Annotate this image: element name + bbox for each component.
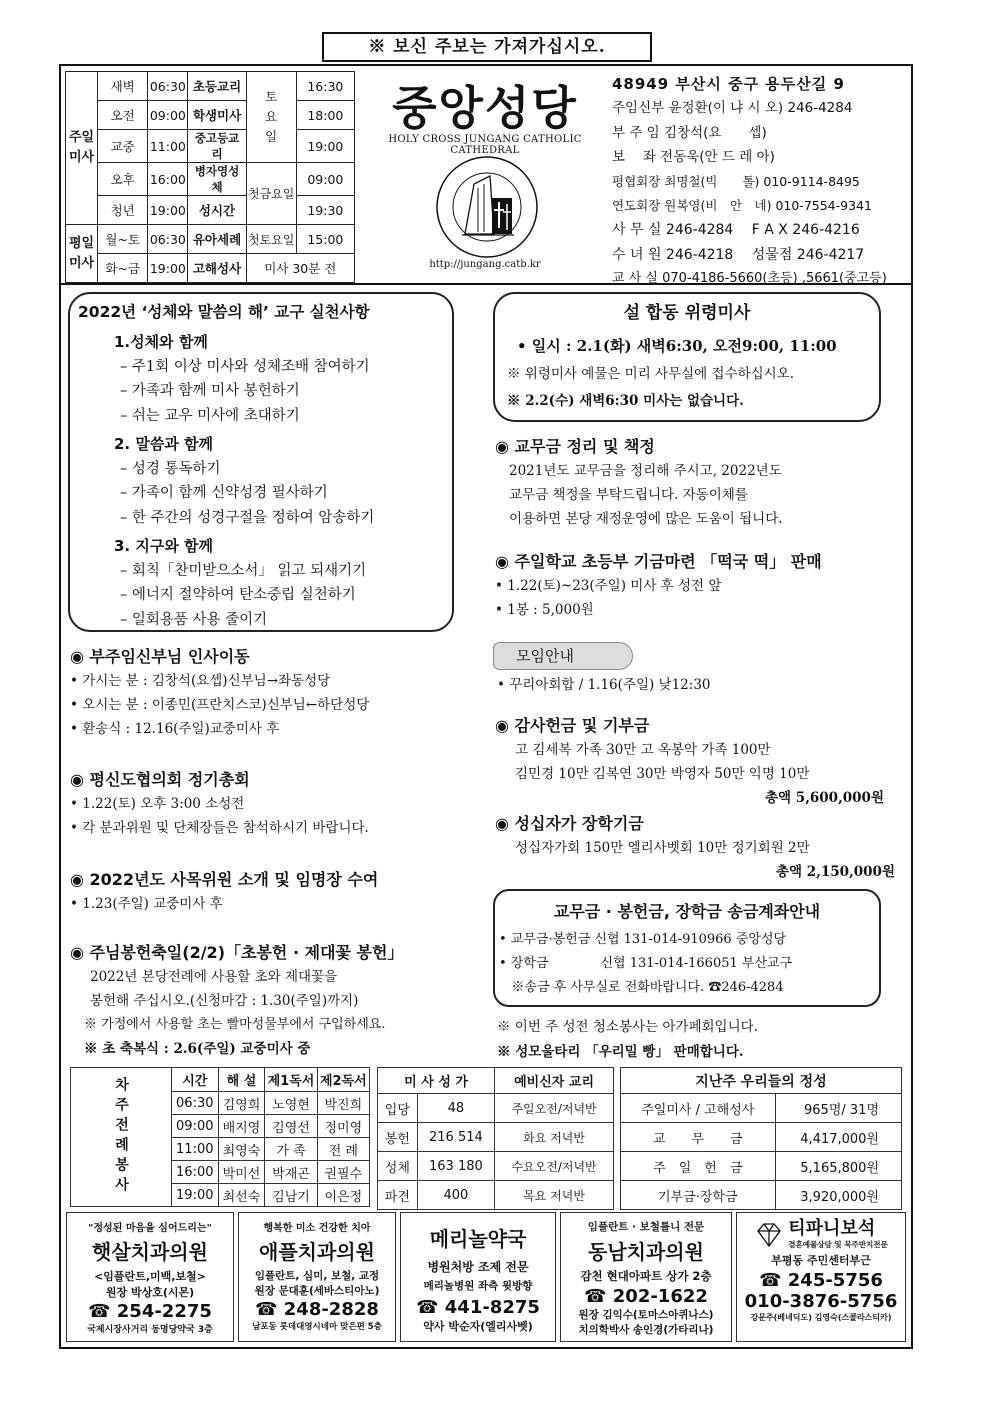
diamond-icon [754, 1222, 784, 1248]
meeting-guide-label: 모임안내 [493, 642, 633, 670]
cell: 수요오전/저녁반 [495, 1152, 614, 1181]
ad-location: 국제시장사거리 동명당약국 3층 [87, 1325, 213, 1335]
section-title: ◉ 부주임신부님 인사이동 [70, 647, 250, 666]
section-line: ※ 초 축복식 : 2.6(주일) 교중미사 중 [84, 1041, 311, 1057]
staff-line: 부 주 임 김창석(요 셉) [612, 124, 767, 141]
program-time: 18:00 [296, 101, 354, 130]
cell: 965명/ 31명 [775, 1094, 901, 1123]
ad-phone: ☎ 202-1622 [584, 1286, 708, 1307]
col-header: 시간 [172, 1068, 219, 1092]
mass-name: 오후 [98, 163, 148, 196]
ad-phone: ☎ 248-2828 [255, 1299, 379, 1320]
ad-tagline: "정성된 마음을 심어드리는" [88, 1223, 212, 1234]
cell: 06:30 [172, 1092, 219, 1115]
practice-item: – 성경 통독하기 [120, 460, 221, 477]
mass-time: 11:00 [148, 130, 188, 163]
mass-name: 오전 [98, 101, 148, 130]
cell: 성체 [378, 1152, 418, 1181]
cell: 09:00 [172, 1115, 219, 1138]
section-line: 이용하면 본당 재정운영에 많은 도움이 됩니다. [509, 511, 783, 527]
program-name: 성시간 [188, 196, 246, 225]
cell: 3,920,000원 [775, 1181, 901, 1210]
table-row [378, 1152, 614, 1181]
section-line: • 1.22(토) 오후 3:00 소성전 [70, 796, 245, 812]
account-line: • 교무금·봉헌금 신협 131-014-910966 중앙성당 [499, 932, 787, 947]
mass-name: 교중 [98, 130, 148, 163]
cell: 김영선 [265, 1115, 317, 1138]
table-row [621, 1181, 902, 1210]
candlemas-section [70, 941, 480, 1061]
cell: 가 족 [265, 1138, 317, 1161]
staff-line: 평협회장 최명철(빅 톨) 010-9114-8495 [612, 173, 860, 189]
ad-tagline: 임플란트 · 보철틀니 전문 [587, 1221, 705, 1233]
cell: 김남기 [265, 1184, 317, 1207]
ad-tagline: 행복한 미소 건강한 치아 [263, 1223, 371, 1234]
section-line: 고 김세복 가족 30만 고 옥봉악 가족 100만 [515, 742, 771, 758]
ad-hatsal-dental[interactable] [66, 1212, 234, 1342]
convent-phone: 수 녀 원 246-4218 성물점 246-4217 [612, 246, 865, 263]
ad-name: 애플치과의원 [259, 1240, 375, 1264]
cell: 16:00 [172, 1161, 219, 1184]
col-header: 해 설 [218, 1068, 265, 1092]
ad-detail: <임플란트,미백,보철> [94, 1270, 206, 1283]
cell: 주일미사 / 고해성사 [621, 1094, 776, 1123]
program-time: 19:30 [296, 196, 354, 225]
ad-maryknoll-pharmacy[interactable] [400, 1212, 556, 1342]
bank-account-box [493, 889, 881, 1007]
church-title: 중앙성당 [392, 81, 578, 135]
ad-phone: 010-3876-5756 [744, 1291, 898, 1312]
mass-time: 19:00 [148, 254, 188, 283]
memorial-line: ※ 위령미사 예물은 미리 사무실에 접수하십시오. [507, 365, 795, 382]
practice-item: – 에너지 절약하여 탄소중립 실천하기 [120, 587, 356, 603]
cell: 최선숙 [218, 1184, 265, 1207]
practice-group-title: 3. 지구와 함께 [114, 537, 214, 555]
col-header: 제1독서 [265, 1068, 317, 1092]
program-time: 16:30 [296, 72, 354, 101]
teacher-room-phone: 교 사 실 070-4186-5660(초등) ,5661(중고등) [612, 271, 887, 287]
practice-item: – 가족과 함께 미사 봉헌하기 [120, 383, 300, 399]
contact-info [612, 72, 908, 292]
cell: 400 [417, 1181, 494, 1210]
program-time: 15:00 [296, 225, 354, 254]
scholarship-total: 총액 2,150,000원 [776, 864, 895, 880]
ad-location: 원장 김익수(토마스아퀴나스) [578, 1309, 714, 1321]
ad-name: 티파니보석 [788, 1218, 876, 1239]
practice-title: 2022년 ‘성체와 말씀의 해’ 교구 실천사항 [78, 303, 370, 321]
program-name: 고해성사 [188, 254, 246, 283]
program-name: 학생미사 [188, 101, 246, 130]
pastoral-committee-section [70, 868, 480, 916]
offering-table [620, 1067, 902, 1210]
cell: 노영현 [265, 1092, 317, 1115]
scholarship-section [495, 812, 895, 884]
practice-group-title: 2. 말씀과 함께 [114, 435, 214, 453]
mass-name: 화~금 [98, 254, 148, 283]
ad-detail: 감천 현대아파트 상가 2층 [580, 1269, 712, 1283]
program-name: 초등교리 [188, 72, 246, 101]
table-row [378, 1181, 614, 1210]
cell: 박진희 [317, 1092, 369, 1115]
section-line: 교무금 책정을 부탁드립니다. 자동이체를 [509, 487, 748, 503]
memorial-line: • 일시 : 2.1(화) 새벽6:30, 오전9:00, 11:00 [517, 337, 837, 355]
cell: 19:00 [172, 1184, 219, 1207]
ad-detail: 메리놀병원 좌측 윗방향 [423, 1280, 533, 1292]
col-header: 미 사 성 가 [378, 1068, 495, 1094]
col-header: 예비신자 교리 [495, 1068, 614, 1094]
staff-line: 주임신부 윤정환(이 냐 시 오) 246-4284 [612, 100, 853, 117]
section-line: 봉헌해 주십시오.(신청마감 : 1.30(주일)까지) [90, 993, 359, 1009]
cell: 216 514 [417, 1123, 494, 1152]
rice-cake-sale-section [495, 550, 900, 622]
program-name: 중고등교리 [188, 130, 246, 163]
cell: 화요 저녁반 [495, 1123, 614, 1152]
cell: 봉헌 [378, 1123, 418, 1152]
practice-item: – 가족이 함께 신약성경 필사하기 [120, 485, 328, 501]
section-line: 2022년 본당전례에 사용할 초와 제대꽃을 [90, 969, 338, 985]
cell: 11:00 [172, 1138, 219, 1161]
cell: 교 무 금 [621, 1123, 776, 1152]
section-line: 2021년도 교무금을 정리해 주시고, 2022년도 [509, 463, 782, 479]
section-line: • 1봉 : 5,000원 [495, 602, 594, 618]
ad-detail: 병원처방 조제 전문 [427, 1260, 529, 1274]
bread-sale-note: ※ 성모울타리 「우리밀 빵」 판매합니다. [497, 1044, 744, 1060]
memorial-mass-box [493, 292, 881, 422]
parish-dues-section [495, 435, 900, 531]
cell: 정미영 [317, 1115, 369, 1138]
cell: 배지영 [218, 1115, 265, 1138]
cell: 김영희 [218, 1092, 265, 1115]
meeting-line: • 꾸리아회합 / 1.16(주일) 낮12:30 [497, 677, 711, 693]
section-line: 김민경 10만 김복연 30만 박영자 50만 익명 10만 [515, 766, 810, 782]
section-line: • 가시는 분 : 김창석(요셉)신부님→좌동성당 [70, 673, 331, 689]
mass-schedule-table [65, 71, 355, 283]
ad-phone: ☎ 245-5756 [759, 1270, 883, 1291]
section-title: ◉ 2022년도 사목위원 소개 및 임명장 수여 [70, 870, 379, 889]
mass-time: 09:00 [148, 101, 188, 130]
section-title: ◉ 교무금 정리 및 책정 [495, 437, 655, 456]
cell: 주 일 헌 금 [621, 1152, 776, 1181]
practice-item: – 일회용품 사용 줄이기 [120, 611, 268, 628]
offering-title: 지난주 우리들의 정성 [621, 1068, 902, 1094]
cell: 최영숙 [218, 1138, 265, 1161]
cell: 5,165,800원 [775, 1152, 901, 1181]
section-title: ◉ 주님봉헌축일(2/2)「초봉헌 · 제대꽃 봉헌」 [70, 943, 404, 962]
table-row [378, 1094, 614, 1123]
address: 48949 부산시 중구 용두산길 9 [612, 75, 845, 93]
diocese-practice-box [68, 292, 454, 632]
cell: 4,417,000원 [775, 1123, 901, 1152]
ad-detail: 부평동 주민센터부근 [771, 1254, 871, 1267]
cell: 기부금·장학금 [621, 1181, 776, 1210]
first-friday-label: 첫금요일 [246, 163, 296, 225]
cell: 전 례 [317, 1138, 369, 1161]
saturday-label: 토 요 일 [246, 72, 296, 163]
table-row [378, 1123, 614, 1152]
confession-note: 미사 30분 전 [246, 254, 354, 283]
ad-location: 강문주(베네딕도) 김영숙(스콜라스티카) [750, 1313, 892, 1322]
ad-phone: ☎ 254-2275 [88, 1301, 212, 1322]
cleaning-note: ※ 이번 주 성전 청소봉사는 아가페회입니다. [497, 1019, 758, 1035]
office-phone: 사 무 실 246-4284 F A X 246-4216 [612, 222, 860, 239]
cell: 파견 [378, 1181, 418, 1210]
take-bulletin-notice: ※ 보신 주보는 가져가십시오. [322, 32, 652, 62]
mass-time: 06:30 [148, 72, 188, 101]
ad-name: 동남치과의원 [588, 1240, 704, 1264]
ad-name: 메리놀약국 [429, 1227, 527, 1251]
table-row [621, 1123, 902, 1152]
practice-item: – 쉬는 교우 미사에 초대하기 [120, 407, 300, 424]
ad-tiffany-jewelry[interactable] [736, 1212, 906, 1342]
account-line: ※송금 후 사무실로 전화바랍니다. ☎246-4284 [499, 980, 784, 995]
program-time: 09:00 [296, 163, 354, 196]
table-row [621, 1094, 902, 1123]
mass-name: 새벽 [98, 72, 148, 101]
practice-item: – 한 주간의 성경구절을 정하여 암송하기 [120, 509, 375, 526]
ad-detail: 임플란트, 심미, 보철, 교정 [254, 1270, 380, 1282]
cell: 이은정 [317, 1184, 369, 1207]
church-url[interactable]: http://jungang.catb.kr [429, 259, 541, 270]
section-title: ◉ 평신도협의회 정기총회 [70, 770, 250, 789]
section-line: • 각 분과위원 및 단체장들은 참석하시기 바랍니다. [70, 820, 369, 836]
ad-name: 햇살치과의원 [92, 1240, 208, 1264]
section-title: ◉ 주일학교 초등부 기금마련 「떡국 떡」 판매 [495, 552, 822, 571]
section-title: ◉ 성십자가 장학기금 [495, 814, 644, 833]
cell: 48 [417, 1094, 494, 1123]
cell: 목요 저녁반 [495, 1181, 614, 1210]
table-row [621, 1152, 902, 1181]
staff-line: 연도회장 원복영(비 안 네) 010-7554-9341 [612, 198, 872, 214]
account-title: 교무금 · 봉헌금, 장학금 송금계좌안내 [553, 902, 821, 921]
laity-assembly-section [70, 768, 470, 840]
program-name: 병자영성체 [188, 163, 246, 196]
ad-phone: ☎ 441-8275 [416, 1297, 540, 1318]
practice-item: – 회칙「찬미받으소서」 읽고 되새기기 [120, 562, 367, 579]
cell: 권필수 [317, 1161, 369, 1184]
memorial-title: 설 합동 위령미사 [623, 303, 751, 323]
mass-name: 월~토 [98, 225, 148, 254]
first-saturday-label: 첫토요일 [246, 225, 296, 254]
cell: 주일오전/저녁반 [495, 1094, 614, 1123]
thanks-total: 총액 5,600,000원 [765, 790, 884, 806]
ad-location: 약사 박순자(엘리사벳) [423, 1320, 533, 1333]
program-name: 유아세례 [188, 225, 246, 254]
cell: 박재곤 [265, 1161, 317, 1184]
section-line: 성십자가회 150만 엘리사벳회 10만 정기회원 2만 [515, 840, 810, 856]
memorial-line: ※ 2.2(수) 새벽6:30 미사는 없습니다. [507, 392, 744, 409]
ad-detail: 결혼예물상담 및 묵주반지전문 [788, 1240, 888, 1249]
section-line: ※ 가정에서 사용할 초는 빨마성물부에서 구입하세요. [84, 1017, 386, 1032]
hymn-catechism-table [377, 1067, 614, 1210]
section-line: • 1.23(주일) 교중미사 후 [70, 896, 223, 912]
cell: 박미선 [218, 1161, 265, 1184]
ad-detail: 원장 박상호(시몬) [105, 1286, 195, 1299]
section-line: • 환송식 : 12.16(주일)교중미사 후 [70, 721, 280, 737]
account-line: • 장학금 신협 131-014-166051 부산교구 [499, 956, 793, 971]
col-header: 제2독서 [317, 1068, 369, 1092]
section-line: • 1.22(토)~23(주일) 미사 후 성전 앞 [495, 578, 722, 594]
cell: 입당 [378, 1094, 418, 1123]
section-title: ◉ 감사헌금 및 기부금 [495, 716, 650, 735]
ad-location: 남포동 롯데대영시네마 맞은편 5층 [252, 1322, 382, 1332]
practice-item: – 주1회 이상 미사와 성체조배 참여하기 [120, 358, 370, 375]
thanks-offering-section [495, 714, 890, 810]
program-time: 19:00 [296, 130, 354, 163]
staff-line: 보 좌 전동욱(안 드 레 아) [612, 149, 775, 166]
cathedral-seal-icon [432, 152, 542, 262]
mass-name: 청년 [98, 196, 148, 225]
mass-time: 16:00 [148, 163, 188, 196]
liturgy-service-table [70, 1067, 370, 1207]
section-line: • 오시는 분 : 이종민(프란치스코)신부님←하단성당 [70, 697, 370, 713]
weekday-mass-label: 평일 미사 [66, 225, 98, 283]
church-english-name: HOLY CROSS JUNGANG CATHOLIC CATHEDRAL [388, 134, 582, 156]
mass-time: 06:30 [148, 225, 188, 254]
liturgy-side-label: 차주전례봉사 [71, 1068, 172, 1207]
vicar-transfer-section [70, 645, 470, 741]
ad-dongnam-dental[interactable] [560, 1212, 732, 1342]
ad-location: 치의학박사 송인경(가타리나) [578, 1324, 714, 1336]
practice-group-title: 1.성체와 함께 [114, 333, 208, 351]
cell: 163 180 [417, 1152, 494, 1181]
ad-detail: 원장 문대훈(세바스티아노) [254, 1285, 380, 1297]
ad-apple-dental[interactable] [238, 1212, 396, 1342]
mass-time: 19:00 [148, 196, 188, 225]
sunday-mass-label: 주일 미사 [66, 72, 98, 225]
